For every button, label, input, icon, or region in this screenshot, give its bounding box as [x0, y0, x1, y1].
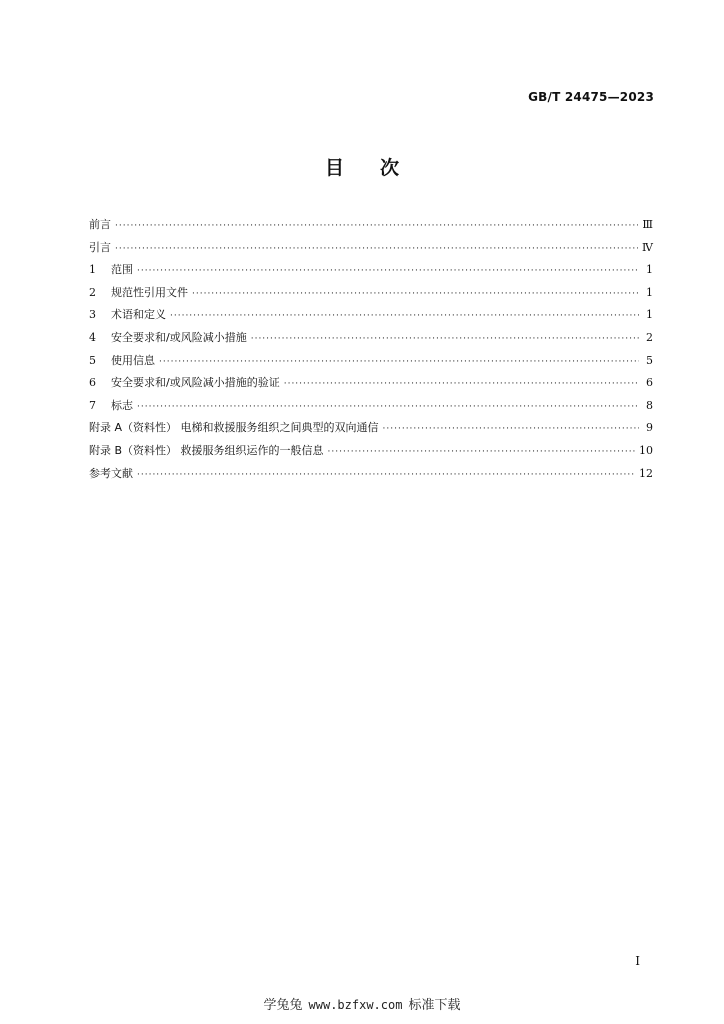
- toc-entry-page: 8: [646, 398, 653, 412]
- footer-url-link[interactable]: www.bzfxw.com: [308, 998, 403, 1012]
- toc-leader-dots: [115, 238, 638, 261]
- toc-entry-number: 2: [89, 285, 96, 299]
- toc-entry-label: 术语和定义: [111, 308, 166, 322]
- toc-entry-page: 12: [639, 466, 653, 480]
- toc-entry-number: 4: [89, 330, 96, 344]
- toc-entry-number: 5: [89, 353, 96, 367]
- toc-entry-label: 使用信息: [111, 353, 155, 367]
- toc-entry-label: 范围: [111, 263, 133, 277]
- toc-leader-dots: [251, 328, 639, 351]
- toc-entry-page: 9: [646, 421, 653, 435]
- toc-entry-page: 6: [646, 376, 653, 390]
- toc-leader-dots: [137, 396, 639, 419]
- toc-entry-page: Ⅲ: [642, 218, 653, 231]
- toc-entry-marking[interactable]: [89, 395, 653, 418]
- watermark-footer: [0, 994, 724, 1013]
- toc-entry-terms-definitions[interactable]: [89, 304, 653, 327]
- toc-entry-page: 2: [646, 330, 653, 344]
- toc-entry-label: 前言: [89, 218, 111, 231]
- toc-entry-label: 引言: [89, 240, 111, 254]
- toc-entry-normative-references[interactable]: [89, 282, 653, 305]
- toc-entry-verification[interactable]: [89, 372, 653, 395]
- toc-entry-label: 标志: [111, 398, 133, 412]
- toc-entry-label: 安全要求和/或风险减小措施: [111, 330, 247, 344]
- toc-leader-dots: [137, 260, 639, 283]
- toc-entry-page: 5: [646, 353, 653, 367]
- toc-leader-dots: [284, 373, 639, 396]
- toc-entry-annex-a[interactable]: [89, 417, 653, 440]
- toc-entry-foreword[interactable]: [89, 214, 653, 237]
- toc-entry-label: 安全要求和/或风险减小措施的验证: [111, 376, 280, 390]
- toc-leader-dots: [159, 351, 639, 374]
- toc-entry-label: 规范性引用文件: [111, 285, 188, 299]
- toc-entry-information-for-use[interactable]: [89, 350, 653, 373]
- toc-leader-dots: [170, 305, 639, 328]
- toc-entry-annex-b[interactable]: [89, 440, 653, 463]
- toc-entry-number: 7: [89, 398, 96, 412]
- toc-entry-page: 1: [646, 308, 653, 322]
- footer-tagline: 标准下载: [408, 998, 461, 1013]
- standard-number: GB/T 24475—2023: [528, 90, 654, 104]
- toc-entry-introduction[interactable]: [89, 237, 653, 260]
- toc-entry-page: Ⅳ: [642, 240, 653, 254]
- toc-entry-label: 附录 B（资料性） 救援服务组织运作的一般信息: [89, 443, 324, 457]
- toc-leader-dots: [328, 441, 635, 464]
- toc-entry-number: 1: [89, 263, 96, 277]
- toc-entry-page: 1: [646, 285, 653, 299]
- toc-entry-bibliography[interactable]: [89, 463, 653, 486]
- toc-leader-dots: [115, 215, 638, 238]
- page-title: 目次: [324, 157, 435, 179]
- toc-entry-number: 6: [89, 376, 96, 390]
- toc-entry-number: 3: [89, 308, 96, 322]
- toc-entry-label: 附录 A（资料性） 电梯和救援服务组织之间典型的双向通信: [89, 421, 379, 435]
- toc-entry-safety-requirements[interactable]: [89, 327, 653, 350]
- toc-entry-page: 1: [646, 263, 653, 277]
- footer-site-name: 学兔兔: [263, 998, 303, 1013]
- toc-leader-dots: [383, 418, 639, 441]
- toc-leader-dots: [192, 283, 639, 306]
- toc-entry-page: 10: [639, 443, 653, 457]
- toc-entry-label: 参考文献: [89, 466, 133, 480]
- toc-entry-scope[interactable]: [89, 259, 653, 282]
- page-number: Ⅰ: [635, 954, 640, 968]
- table-of-contents: [89, 214, 653, 485]
- toc-leader-dots: [137, 464, 635, 487]
